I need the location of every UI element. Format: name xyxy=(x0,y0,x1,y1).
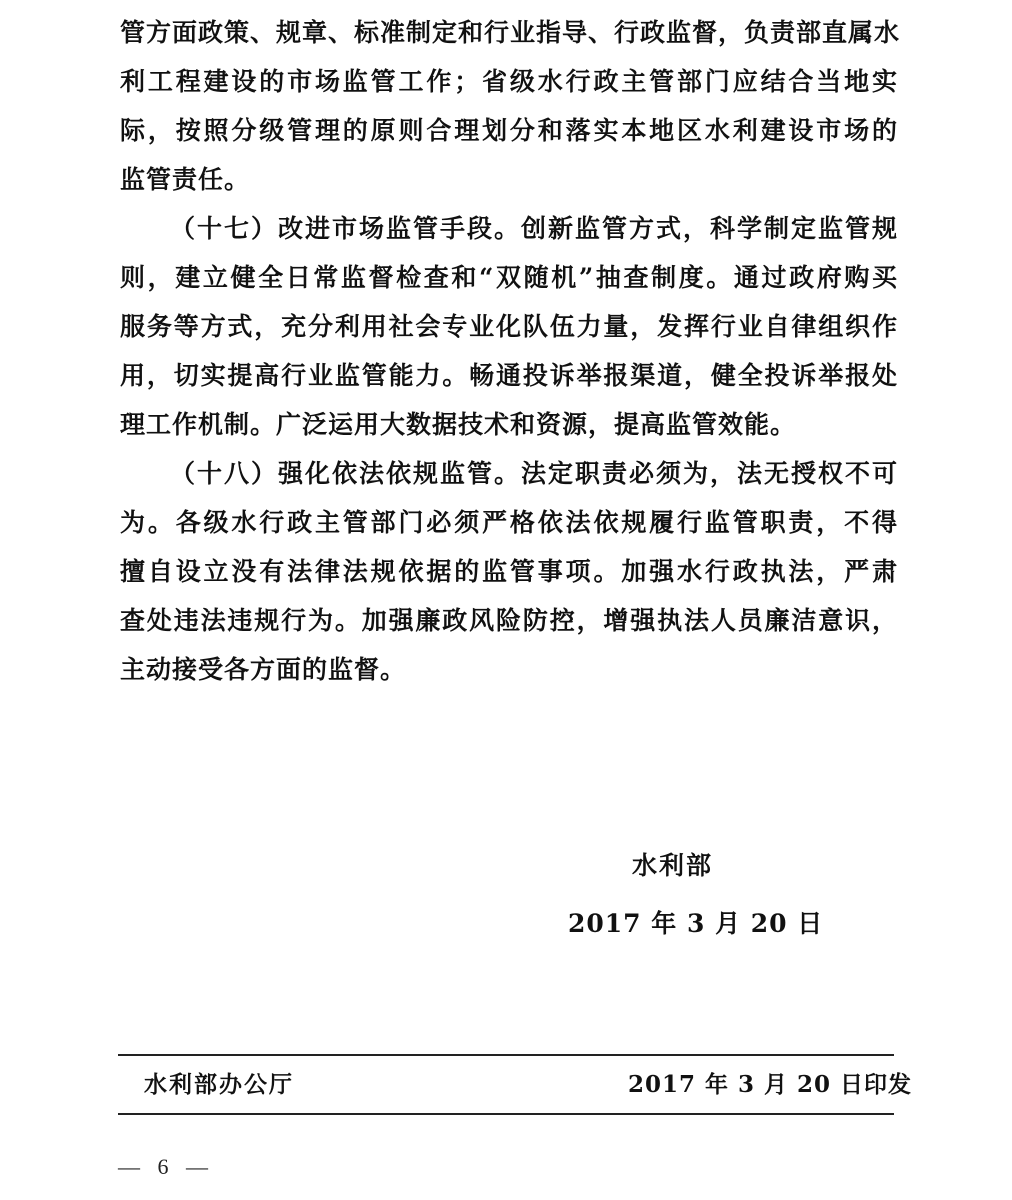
text-line: 际，按照分级管理的原则合理划分和落实本地区水利建设市场的 xyxy=(120,116,898,145)
paragraph-1 xyxy=(120,8,901,204)
body-text xyxy=(120,8,901,694)
text-line: （十七）改进市场监管手段。创新监管方式，科学制定监管规 xyxy=(170,214,898,243)
text-line: （十八）强化依法依规监管。法定职责必须为，法无授权不可 xyxy=(170,459,898,488)
text-line: 擅自设立没有法律法规依据的监管事项。加强水行政执法，严肃 xyxy=(120,557,898,586)
footer-top-rule xyxy=(118,1054,894,1056)
text-line: 则，建立健全日常监督检查和“双随机”抽查制度。通过政府购买 xyxy=(120,263,898,292)
paragraph-18 xyxy=(120,449,898,694)
text-line: 利工程建设的市场监管工作；省级水行政主管部门应结合当地实 xyxy=(120,67,898,96)
footer-issuer: 水利部办公厅 xyxy=(144,1071,294,1098)
signature-date: 2017 年 3 月 20 日 xyxy=(568,909,824,938)
text-line: 监管责任。 xyxy=(120,165,251,194)
text-line: 管方面政策、规章、标准制定和行业指导、行政监督，负责部直属水 xyxy=(120,18,901,47)
page-number: — 6 — xyxy=(118,1154,214,1179)
text-line: 理工作机制。广泛运用大数据技术和资源，提高监管效能。 xyxy=(120,410,797,439)
text-line: 服务等方式，充分利用社会专业化队伍力量，发挥行业自律组织作 xyxy=(120,312,898,341)
footer-bottom-rule xyxy=(118,1113,894,1115)
text-line: 查处违法违规行为。加强廉政风险防控，增强执法人员廉洁意识， xyxy=(120,606,898,635)
text-line: 为。各级水行政主管部门必须严格依法依规履行监管职责，不得 xyxy=(120,508,898,537)
paragraph-17 xyxy=(120,204,898,449)
text-line: 主动接受各方面的监督。 xyxy=(120,655,407,684)
signature-organization: 水利部 xyxy=(632,851,714,880)
footer-print-date: 2017 年 3 月 20 日印发 xyxy=(628,1071,913,1098)
text-line: 用，切实提高行业监管能力。畅通投诉举报渠道，健全投诉举报处 xyxy=(120,361,898,390)
